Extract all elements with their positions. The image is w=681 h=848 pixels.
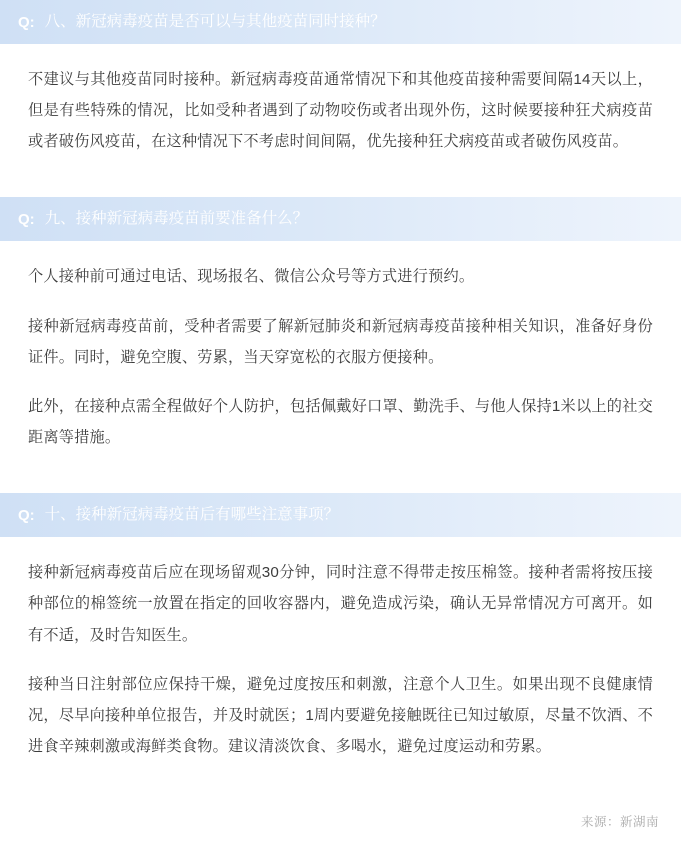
question-header-10 — [0, 493, 681, 537]
answer-paragraph: 此外，在接种点需全程做好个人防护，包括佩戴好口罩、勤洗手、与他人保持1米以上的社交距离等措施。 — [28, 397, 653, 447]
question-badge-icon: Q: — [18, 13, 35, 31]
question-title-8: 八、新冠病毒疫苗是否可以与其他疫苗同时接种？ — [44, 12, 386, 30]
block-spacer — [0, 167, 681, 197]
source-attribution: 来源：新湖南 — [580, 815, 659, 830]
answer-paragraph: 个人接种前可通过电话、现场报名、微信公众号等方式进行预约。 — [28, 268, 475, 286]
block-spacer — [0, 463, 681, 493]
question-title-10: 十、接种新冠病毒疫苗后有哪些注意事项？ — [44, 505, 340, 523]
question-badge-icon: Q: — [18, 506, 35, 524]
question-title-9: 九、接种新冠病毒疫苗前要准备什么？ — [44, 210, 309, 228]
answer-paragraph: 不建议与其他疫苗同时接种。新冠病毒疫苗通常情况下和其他疫苗接种需要间隔14天以上，但是有些特殊的情况，比如受种者遇到了动物咬伤或者出现外伤，这时候要接种狂犬病疫苗或者破伤风疫苗，在这种情况下不考虑时间间隔，优先接种狂犬病疫苗或者破伤风疫苗。 — [28, 71, 653, 151]
qa-block-10 — [0, 493, 681, 772]
question-badge-icon: Q: — [18, 210, 35, 228]
answer-body-9 — [0, 241, 681, 463]
question-header-8 — [0, 0, 681, 44]
answer-paragraph: 接种新冠病毒疫苗前，受种者需要了解新冠肺炎和新冠病毒疫苗接种相关知识，准备好身份证件。同时，避免空腹、劳累，当天穿宽松的衣服方便接种。 — [28, 317, 653, 366]
answer-body-10 — [0, 537, 681, 772]
source-spacer — [0, 772, 681, 812]
bottom-spacer — [0, 830, 681, 848]
answer-body-8 — [0, 44, 681, 167]
qa-block-8 — [0, 0, 681, 167]
qa-block-9 — [0, 197, 681, 463]
question-header-9 — [0, 197, 681, 241]
answer-paragraph: 接种当日注射部位应保持干燥，避免过度按压和刺激，注意个人卫生。如果出现不良健康情况，尽早向接种单位报告，并及时就医；1周内要避免接触既往已知过敏原，尽量不饮酒、不进食辛辣刺激或海鲜类食物。建议清淡饮食、多喝水，避免过度运动和劳累。 — [28, 675, 653, 756]
answer-paragraph: 接种新冠病毒疫苗后应在现场留观30分钟，同时注意不得带走按压棉签。接种者需将按压接种部位的棉签统一放置在指定的回收容器内，避免造成污染，确认无异常情况方可离开。如有不适，及时告知医生。 — [28, 564, 653, 644]
